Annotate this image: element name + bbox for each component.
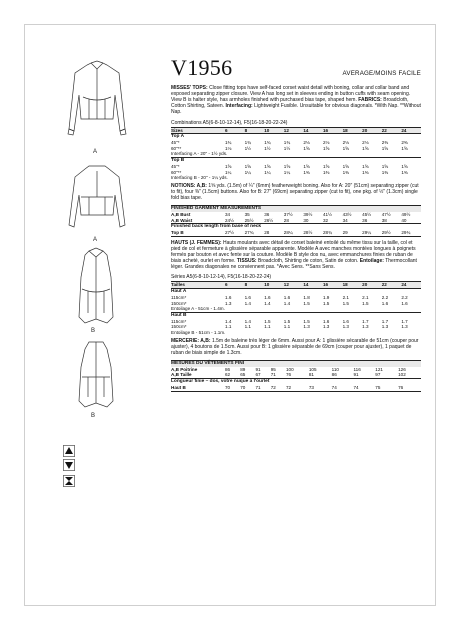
- table-cell: 1.3: [225, 300, 232, 306]
- table-cell: 27½: [225, 230, 234, 236]
- table-cell: 1⅝: [303, 164, 310, 170]
- table-cell: 27¾: [244, 230, 254, 236]
- english-description: MISSES' TOPS: Close fitting tops have self-faced corset waist detail with boning, collar and collar band and exposed separating zipper closure. View A has long set in sleeves ending in button cuffs with seam opening. View B is halter style, has armholes finished with purchased bias tape, shaped hem. FABRICS: Broadcloth, Cotton Shirting, Sateen. Interfacing: Lightweight Fusible. Unsuitable for obvious diagonals. *With Nap. **Without Nap.: [171, 85, 421, 116]
- table-cell: 2⅛: [322, 140, 330, 146]
- table-cell: 29: [342, 230, 348, 236]
- table-cell: 41½: [322, 212, 332, 218]
- table-row: [171, 330, 421, 336]
- view-b-label-back: B: [91, 413, 96, 419]
- row-label: A,B Waist: [171, 217, 193, 223]
- row-label: A,B Poitrine: [171, 366, 198, 372]
- yardage-table-english: [171, 127, 421, 181]
- table-cell: 35: [244, 212, 250, 218]
- view-b-label-front: B: [91, 328, 96, 334]
- view-b-front-sketch: [67, 247, 125, 327]
- table-cell: 1.3: [342, 324, 349, 330]
- row-label: Interfacing B - 20" - 1¼ yds.: [171, 175, 228, 181]
- table-cell: 2⅜: [401, 140, 408, 146]
- table-cell: 1¼: [283, 169, 291, 175]
- table-cell: 47½: [381, 212, 391, 218]
- table-cell: 1.3: [401, 324, 408, 330]
- table-cell: 1.1: [244, 324, 251, 330]
- table-cell: 1¼: [244, 169, 251, 175]
- table-cell: 1⅝: [401, 145, 408, 151]
- table-cell: 16: [322, 282, 329, 288]
- fit-label: AVERAGE/MOINS FACILE: [342, 70, 421, 77]
- table-cell: 1¾: [283, 140, 291, 146]
- table-cell: 1.8: [303, 295, 310, 301]
- table-cell: 1⅝: [381, 145, 389, 151]
- table-cell: 65: [240, 372, 246, 378]
- row-label: Sizes: [171, 127, 183, 133]
- table-cell: 1.5: [303, 318, 310, 324]
- row-label: A,B Bust: [171, 212, 191, 218]
- table-cell: 91: [255, 366, 261, 372]
- table-cell: 1.6: [381, 300, 389, 306]
- table-cell: 1.6: [342, 318, 349, 324]
- table-cell: 2.2: [401, 295, 408, 301]
- table-cell: 1.1: [283, 324, 291, 330]
- table-cell: 89: [240, 366, 246, 372]
- table-cell: 102: [398, 372, 406, 378]
- row-label: 60"**: [171, 145, 182, 151]
- table-cell: 1.5: [322, 300, 330, 306]
- table-cell: 1.3: [303, 324, 310, 330]
- row-label: 115cm*: [171, 318, 187, 324]
- table-cell: 10: [264, 127, 270, 133]
- table-cell: 36: [264, 212, 270, 218]
- table-cell: 62: [225, 372, 231, 378]
- table-cell: 29½: [381, 230, 391, 236]
- table-cell: 1.6: [225, 295, 232, 301]
- table-cell: 86: [331, 372, 337, 378]
- table-cell: 28½: [303, 230, 313, 236]
- row-label: Haut B: [171, 385, 186, 391]
- section-title: Top B: [171, 158, 421, 165]
- row-label: Entoilage B - 51cm - 1.1m.: [171, 330, 226, 335]
- view-b-back-sketch: [69, 339, 123, 411]
- table-cell: 29¼: [362, 230, 372, 236]
- table-cell: 1.5: [283, 318, 291, 324]
- table-cell: 1.5: [303, 300, 310, 306]
- french-description: HAUTS (J. FEMMES): Hauts moulants avec détail de corset baleiné entoilé du même tissu sur la taille, col et pied de col et fermeture à glissière séparable apparente. Modèle A avec manches montées longues à poignets fermés par bouton et avec fente sur la couture. Modèle B style dos nu, avec emmanchures finies de ruban de biais acheté, ourlet en forme. TISSUS: Broadcloth, Shirting de coton, Satin de coton. Entoilage: Thermocollant léger. Grandes diagonales ne conviennent pas. *Avec Sens. **Sans Sens.: [171, 239, 417, 271]
- table-cell: 1⅝: [342, 164, 349, 170]
- table-cell: 1.4: [244, 300, 251, 306]
- measurements-table-english: [171, 212, 421, 237]
- table-cell: 1¾: [264, 140, 271, 146]
- table-cell: 2⅛: [342, 140, 349, 146]
- mesures-title: MESURES DU VÊTEMENTS FINI: [171, 360, 421, 367]
- table-cell: 1.7: [362, 318, 369, 324]
- row-label: 150cm*: [171, 300, 187, 306]
- table-cell: 10: [264, 282, 270, 288]
- table-cell: 28¼: [283, 230, 293, 236]
- nap-triangle-down-icon: [63, 458, 75, 470]
- pattern-header: [171, 55, 421, 80]
- table-cell: 1⅝: [303, 145, 310, 151]
- table-cell: 34: [342, 217, 348, 223]
- table-cell: 67: [255, 372, 261, 378]
- table-cell: 1⅜: [362, 169, 369, 175]
- table-cell: 2⅛: [303, 140, 310, 146]
- table-cell: 1⅜: [303, 169, 310, 175]
- table-cell: 1⅝: [244, 164, 251, 170]
- table-cell: 73: [308, 385, 314, 391]
- table-cell: 1.6: [264, 295, 271, 301]
- table-cell: 1.7: [401, 318, 408, 324]
- technical-drawings: [25, 25, 155, 607]
- table-cell: 1.6: [401, 300, 408, 306]
- table-cell: 26½: [264, 217, 274, 223]
- view-a-label-front: A: [93, 149, 98, 155]
- table-cell: 1.6: [283, 295, 291, 301]
- table-cell: 74: [353, 385, 359, 391]
- table-cell: 20: [362, 282, 368, 288]
- table-cell: 95: [270, 366, 276, 372]
- table-cell: 8: [244, 127, 248, 133]
- table-cell: 1¼: [264, 169, 271, 175]
- table-cell: 86: [225, 366, 231, 372]
- section-title: Finished back length from base of neck: [171, 224, 421, 231]
- table-cell: 24½: [225, 217, 234, 223]
- table-cell: 91: [353, 372, 359, 378]
- table-cell: 1.3: [322, 324, 330, 330]
- nap-triangle-up-icon: [63, 444, 75, 456]
- table-cell: 18: [342, 282, 348, 288]
- table-cell: 37½: [283, 212, 293, 218]
- table-cell: 16: [322, 127, 329, 133]
- table-cell: 1¼: [225, 169, 232, 175]
- table-cell: 116: [353, 366, 361, 372]
- section-title: Longueur finie – dos, votre nuque à l'ourlet: [171, 379, 421, 386]
- table-cell: 1.3: [381, 324, 389, 330]
- table-cell: 72: [270, 385, 276, 391]
- table-row: [171, 230, 421, 236]
- table-cell: 1.6: [244, 295, 251, 301]
- table-cell: 2.2: [381, 295, 389, 301]
- table-cell: 28: [283, 217, 289, 223]
- table-cell: 1⅜: [342, 169, 349, 175]
- table-cell: 18: [342, 127, 348, 133]
- table-cell: 1⅝: [401, 164, 408, 170]
- table-cell: 2.1: [362, 295, 369, 301]
- table-cell: 71: [270, 372, 276, 378]
- view-a-front-sketch: [65, 59, 129, 141]
- table-cell: 29¾: [401, 230, 411, 236]
- table-cell: 2⅜: [381, 140, 389, 146]
- measurements-table-french: [171, 367, 421, 392]
- table-cell: 14: [303, 127, 309, 133]
- table-cell: 1⅝: [362, 145, 369, 151]
- table-cell: 71: [255, 385, 261, 391]
- table-cell: 1⅝: [283, 164, 291, 170]
- table-cell: 43½: [342, 212, 352, 218]
- row-label: Entoilage A - 51cm - 1.4m.: [171, 306, 225, 312]
- table-cell: 70: [240, 385, 246, 391]
- view-a-label-back: A: [93, 237, 98, 243]
- finished-measurements-title: FINISHED GARMENT MEASUREMENTS: [171, 205, 421, 212]
- metrage-table-french: [171, 281, 421, 335]
- row-label: Top B: [171, 230, 184, 236]
- pattern-number: V1956: [171, 55, 233, 80]
- table-cell: 1¾: [244, 140, 251, 146]
- table-cell: 1.1: [225, 324, 232, 330]
- table-cell: 1.9: [322, 295, 330, 301]
- table-cell: 20: [362, 127, 368, 133]
- table-cell: 30: [303, 217, 309, 223]
- table-cell: 2⅛: [362, 140, 369, 146]
- table-cell: 49½: [401, 212, 411, 218]
- table-cell: 1.4: [225, 318, 232, 324]
- table-cell: 22: [381, 282, 387, 288]
- table-cell: 1⅜: [401, 169, 408, 175]
- table-cell: 25½: [244, 217, 254, 223]
- pattern-envelope-back: [24, 24, 436, 606]
- table-cell: 38: [381, 217, 387, 223]
- table-cell: 14: [303, 282, 309, 288]
- table-cell: 1⅝: [362, 164, 369, 170]
- table-cell: 40: [401, 217, 407, 223]
- table-cell: 32: [322, 217, 329, 223]
- table-cell: 81: [308, 372, 314, 378]
- row-label: 60"**: [171, 169, 182, 175]
- table-cell: 1.4: [283, 300, 291, 306]
- row-label: 45"*: [171, 140, 180, 146]
- combinations-english: Combinations A5(6-8-10-12-14), F5(16-18-20-22-24): [171, 119, 288, 126]
- table-cell: 34: [225, 212, 231, 218]
- table-cell: 76: [286, 372, 292, 378]
- table-cell: 76: [398, 385, 404, 391]
- table-cell: 1.4: [244, 318, 251, 324]
- table-cell: 1.5: [342, 300, 349, 306]
- table-cell: 105: [308, 366, 317, 372]
- table-cell: 1⅝: [264, 164, 271, 170]
- section-title: Haut A: [171, 289, 421, 296]
- table-cell: 75: [375, 385, 381, 391]
- table-cell: 97: [375, 372, 381, 378]
- table-row: [171, 175, 421, 181]
- table-cell: 1½: [283, 145, 291, 151]
- table-cell: 1.5: [362, 300, 369, 306]
- row-label: 115cm*: [171, 295, 187, 301]
- mercerie-french: MERCERIE: A,B: 1.5m de baleine très léger de 6mm. Aussi pour A: 1 glissière sécarable de 51cm (couper pour ajuster), 4 boutons de 1.5cm. Aussi pour B: 1 glissière séparable de 69cm (couper pour ajuster), 1 paquet de ruban de biais simple de 1.3cm.: [171, 337, 419, 356]
- row-label: 45"*: [171, 164, 180, 170]
- table-cell: 74: [331, 385, 337, 391]
- table-cell: 100: [286, 366, 294, 372]
- table-cell: 1⅝: [381, 164, 389, 170]
- combinations-french: Séries A5(6-8-10-12-14), F5(16-18-20-22-24): [171, 274, 272, 281]
- table-cell: 22: [381, 127, 387, 133]
- table-cell: 1⅜: [322, 169, 330, 175]
- table-cell: 36: [362, 217, 368, 223]
- row-label: Interfacing A - 20" - 1½ yds.: [171, 151, 228, 157]
- table-cell: 12: [283, 282, 289, 288]
- table-cell: 24: [401, 127, 407, 133]
- table-cell: 1⅝: [322, 145, 330, 151]
- sizes-row: [171, 282, 421, 289]
- table-cell: 8: [244, 282, 248, 288]
- view-a-back-sketch: [65, 163, 129, 235]
- table-cell: 24: [401, 282, 407, 288]
- table-cell: 2.1: [342, 295, 349, 301]
- table-cell: 1½: [264, 145, 271, 151]
- section-title: Haut B: [171, 312, 421, 319]
- table-row: [171, 385, 421, 391]
- section-title: Top A: [171, 134, 421, 141]
- table-cell: 45½: [362, 212, 372, 218]
- table-cell: 12: [283, 127, 289, 133]
- row-label: Tailles: [171, 282, 185, 288]
- table-cell: 110: [331, 366, 339, 372]
- pattern-information: [171, 55, 421, 392]
- table-cell: 126: [398, 366, 406, 372]
- hourglass-icon: [63, 474, 75, 486]
- table-cell: 72: [286, 385, 292, 391]
- table-cell: 1⅝: [225, 164, 232, 170]
- table-cell: 1.5: [264, 318, 271, 324]
- sizes-row: [171, 127, 421, 134]
- notions-english: NOTIONS: A,B: 1⅝ yds. (1.5m) of ¼" (6mm) featherweight boning. Also for A: 20" (51cm) separating zipper (cut to fit), four ⅜" (1.5cm) buttons. Also for B: 27" (69cm) separating zipper (cut to fit), one pkg. of ½" (1.3cm) single fold bias tape.: [171, 182, 419, 201]
- table-cell: 28¾: [322, 230, 332, 236]
- table-cell: 1⅜: [381, 169, 389, 175]
- table-cell: 1⅝: [322, 164, 330, 170]
- table-cell: 28: [264, 230, 270, 236]
- table-cell: 1⅝: [342, 145, 349, 151]
- table-cell: 121: [375, 366, 383, 372]
- table-cell: 6: [225, 127, 228, 133]
- table-cell: 1.7: [381, 318, 389, 324]
- row-label: A,B Taille: [171, 372, 192, 378]
- table-cell: 1.1: [264, 324, 271, 330]
- table-cell: 1⅛: [225, 145, 232, 151]
- table-cell: 1.6: [322, 318, 330, 324]
- table-cell: 6: [225, 282, 228, 288]
- table-cell: 1.3: [362, 324, 369, 330]
- table-cell: 70: [225, 385, 231, 391]
- table-cell: 1½: [244, 145, 251, 151]
- table-cell: 1.4: [264, 300, 271, 306]
- table-cell: 39½: [303, 212, 313, 218]
- table-cell: 1¾: [225, 140, 232, 146]
- row-label: 150cm*: [171, 324, 187, 330]
